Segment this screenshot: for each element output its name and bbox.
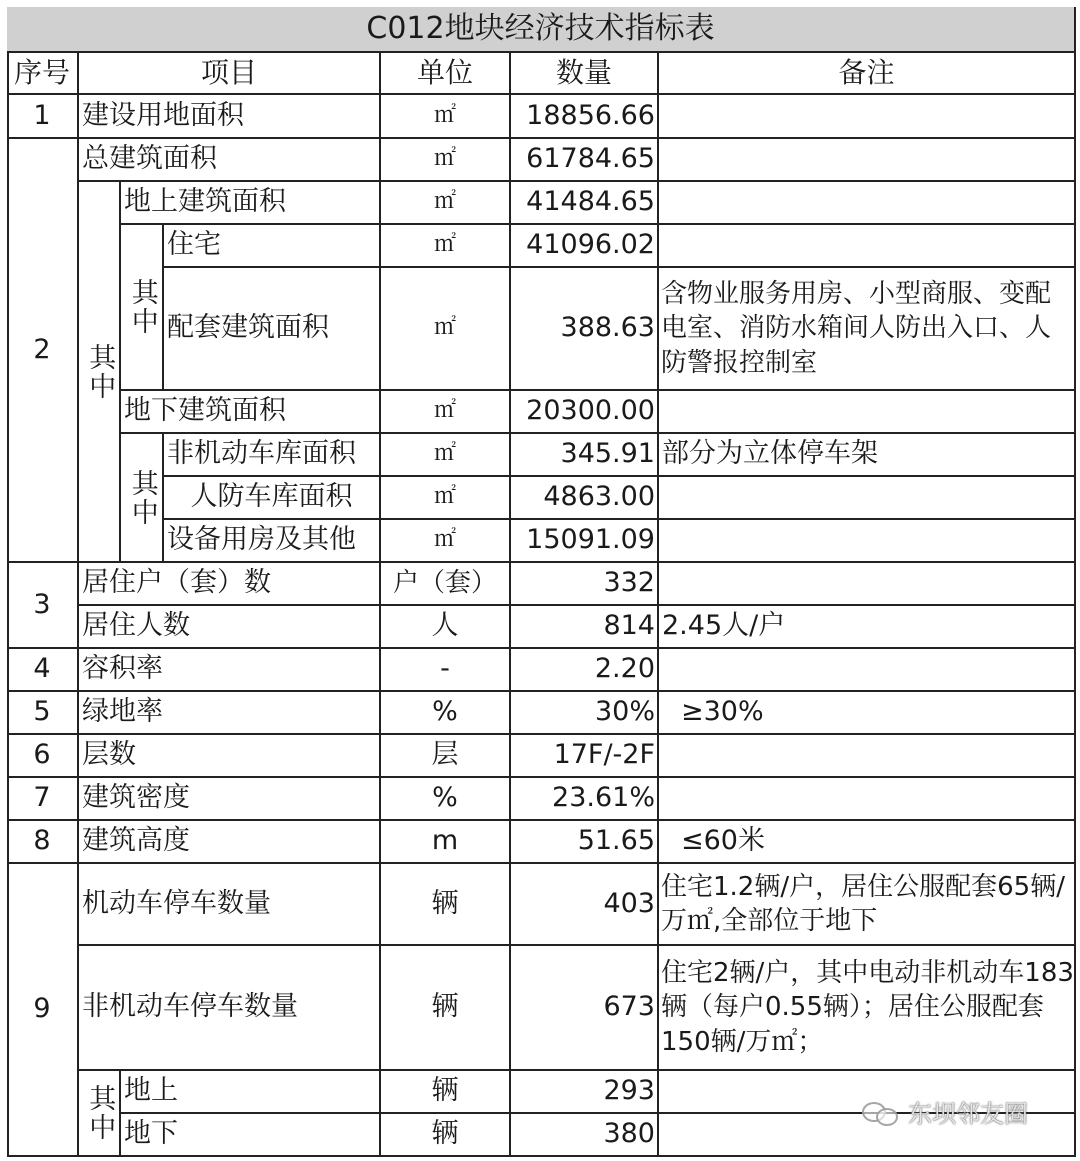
row2a1-qty: 41096.02 <box>511 225 659 268</box>
row8-item: 建筑高度 <box>79 821 381 864</box>
row3a-qty: 332 <box>511 563 659 606</box>
row8-qty: 51.65 <box>511 821 659 864</box>
row2b3-unit: ㎡ <box>381 520 511 563</box>
row9a-qty: 403 <box>511 864 659 946</box>
row2b-item: 地下建筑面积 <box>121 391 381 434</box>
row6-no: 6 <box>7 735 79 778</box>
row2-unit: ㎡ <box>381 139 511 182</box>
row7-item: 建筑密度 <box>79 778 381 821</box>
row9b-unit: 辆 <box>381 946 511 1071</box>
row2b1-qty: 345.91 <box>511 434 659 477</box>
row6-qty: 17F/-2F <box>511 735 659 778</box>
row4-note <box>659 649 1076 692</box>
row9a-unit: 辆 <box>381 864 511 946</box>
row5-item: 绿地率 <box>79 692 381 735</box>
row2a1-item: 住宅 <box>164 225 381 268</box>
row8-unit: m <box>381 821 511 864</box>
header-no: 序号 <box>7 53 79 95</box>
row8-note: ≤60米 <box>659 821 1076 864</box>
row2b1-unit: ㎡ <box>381 434 511 477</box>
row2b3-qty: 15091.09 <box>511 520 659 563</box>
row2-note <box>659 139 1076 182</box>
row9d-unit: 辆 <box>381 1114 511 1157</box>
header-unit: 单位 <box>381 53 511 95</box>
row5-no: 5 <box>7 692 79 735</box>
row2b2-item: 人防车库面积 <box>164 477 381 520</box>
row5-qty: 30% <box>511 692 659 735</box>
row2a-note <box>659 182 1076 225</box>
row3a-unit: 户（套） <box>381 563 511 606</box>
row2b2-unit: ㎡ <box>381 477 511 520</box>
row7-unit: % <box>381 778 511 821</box>
row1-qty: 18856.66 <box>511 95 659 139</box>
row3b-item: 居住人数 <box>79 606 381 649</box>
row1-no: 1 <box>7 95 79 139</box>
row9a-note: 住宅1.2辆/户，居住公服配套65辆/万㎡,全部位于地下 <box>659 864 1076 946</box>
row2b-qizhong-label: 其中 <box>121 434 164 563</box>
row4-qty: 2.20 <box>511 649 659 692</box>
row2b1-item: 非机动车库面积 <box>164 434 381 477</box>
row3b-qty: 814 <box>511 606 659 649</box>
row5-note: ≥30% <box>659 692 1076 735</box>
row2a-unit: ㎡ <box>381 182 511 225</box>
table-title: C012地块经济技术指标表 <box>7 7 1076 53</box>
header-note: 备注 <box>659 53 1076 95</box>
row9c-qty: 293 <box>511 1071 659 1114</box>
row1-unit: ㎡ <box>381 95 511 139</box>
row6-note <box>659 735 1076 778</box>
row8-no: 8 <box>7 821 79 864</box>
row2a-qty: 41484.65 <box>511 182 659 225</box>
row2-qizhong-label: 其中 <box>79 182 121 563</box>
row2-qty: 61784.65 <box>511 139 659 182</box>
row2a2-note: 含物业服务用房、小型商服、变配电室、消防水箱间人防出入口、人防警报控制室 <box>659 268 1076 391</box>
header-item: 项目 <box>79 53 381 95</box>
watermark-text: 东坝邻友圈 <box>908 1100 1028 1128</box>
row3-no: 3 <box>7 563 79 649</box>
row1-note <box>659 95 1076 139</box>
row2b1-note: 部分为立体停车架 <box>659 434 1076 477</box>
wechat-icon <box>862 1100 902 1124</box>
row6-item: 层数 <box>79 735 381 778</box>
row3a-note <box>659 563 1076 606</box>
row9c-unit: 辆 <box>381 1071 511 1114</box>
row9b-item: 非机动车停车数量 <box>79 946 381 1071</box>
row2-item: 总建筑面积 <box>79 139 381 182</box>
row7-qty: 23.61% <box>511 778 659 821</box>
row2a2-qty: 388.63 <box>511 268 659 391</box>
row5-unit: % <box>381 692 511 735</box>
watermark <box>862 1094 1028 1129</box>
row2b2-qty: 4863.00 <box>511 477 659 520</box>
row9-qizhong-label: 其中 <box>79 1071 121 1157</box>
row2b-qty: 20300.00 <box>511 391 659 434</box>
row2-no: 2 <box>7 139 79 563</box>
row2b3-item: 设备用房及其他 <box>164 520 381 563</box>
row7-note <box>659 778 1076 821</box>
row2a1-unit: ㎡ <box>381 225 511 268</box>
row7-no: 7 <box>7 778 79 821</box>
row6-unit: 层 <box>381 735 511 778</box>
row2a1-note <box>659 225 1076 268</box>
row9c-item: 地上 <box>121 1071 381 1114</box>
header-qty: 数量 <box>511 53 659 95</box>
row9d-qty: 380 <box>511 1114 659 1157</box>
row4-unit: - <box>381 649 511 692</box>
row3b-note: 2.45人/户 <box>659 606 1076 649</box>
row9a-item: 机动车停车数量 <box>79 864 381 946</box>
row4-item: 容积率 <box>79 649 381 692</box>
row2a-item: 地上建筑面积 <box>121 182 381 225</box>
row1-item: 建设用地面积 <box>79 95 381 139</box>
row9b-note: 住宅2辆/户，其中电动非机动车183辆（每户0.55辆）；居住公服配套150辆/万㎡； <box>659 946 1076 1071</box>
row3a-item: 居住户（套）数 <box>79 563 381 606</box>
row2b-unit: ㎡ <box>381 391 511 434</box>
row2b2-note <box>659 477 1076 520</box>
row2a2-unit: ㎡ <box>381 268 511 391</box>
row2a2-item: 配套建筑面积 <box>164 268 381 391</box>
row9b-qty: 673 <box>511 946 659 1071</box>
row9d-item: 地下 <box>121 1114 381 1157</box>
row2b-note <box>659 391 1076 434</box>
row9-no: 9 <box>7 864 79 1157</box>
row4-no: 4 <box>7 649 79 692</box>
row3b-unit: 人 <box>381 606 511 649</box>
row2a-qizhong-label: 其中 <box>121 225 164 391</box>
row2b3-note <box>659 520 1076 563</box>
